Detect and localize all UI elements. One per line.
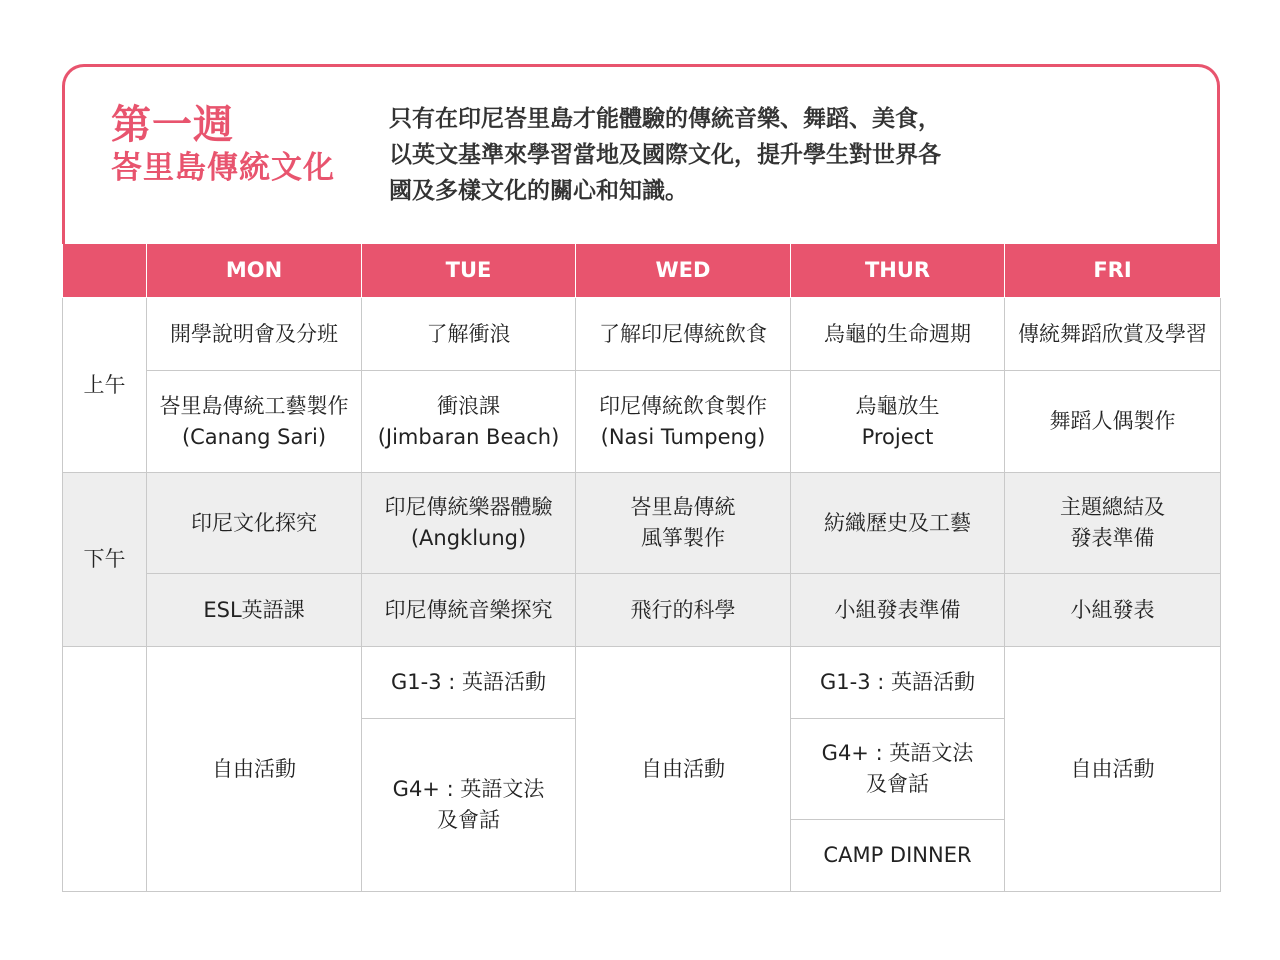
schedule-cell: CAMP DINNER: [791, 820, 1005, 892]
cell-line: G4+ : 英語文法: [821, 741, 974, 765]
cell-line: G4+ : 英語文法: [392, 777, 545, 801]
schedule-cell: [576, 371, 791, 473]
schedule-cell: [362, 371, 576, 473]
cell-line: 烏龜放生: [855, 393, 940, 418]
schedule-cell: 傳統舞蹈欣賞及學習: [1005, 298, 1221, 371]
corner-cell: [63, 244, 147, 298]
schedule-cell: [576, 473, 791, 574]
cell-line: (Jimbaran Beach): [377, 424, 560, 449]
cell-line: 舞蹈人偶製作: [1049, 409, 1176, 433]
day-header-row: [63, 244, 1221, 298]
description-line: 只有在印尼峇里島才能體驗的傳統音樂、舞蹈、美食，: [389, 106, 941, 132]
schedule-cell: ESL英語課: [147, 574, 362, 647]
schedule-cell: 開學說明會及分班: [147, 298, 362, 371]
cell-line: Project: [861, 424, 934, 449]
cell-line: 及會話: [866, 772, 929, 796]
schedule-cell: 飛行的科學: [576, 574, 791, 647]
cell-line: 印尼傳統樂器體驗: [384, 495, 553, 519]
table-row: [63, 371, 1221, 473]
day-header-mon: MON: [147, 244, 362, 298]
description-line: 以英文基準來學習當地及國際文化，提升學生對世界各: [389, 142, 941, 168]
day-header-tue: TUE: [362, 244, 576, 298]
cell-line: 印尼傳統飲食製作: [599, 393, 767, 418]
cell-line: (Nasi Tumpeng): [600, 424, 766, 449]
schedule-cell: 自由活動: [576, 647, 791, 892]
schedule-cell: 小組發表: [1005, 574, 1221, 647]
header-card: [62, 64, 1220, 244]
table-row: [63, 298, 1221, 371]
cell-line: (Angklung): [410, 526, 527, 550]
week-label: 第一週: [111, 102, 234, 148]
schedule-cell: 自由活動: [1005, 647, 1221, 892]
schedule-cell: 烏龜的生命週期: [791, 298, 1005, 371]
week-title: [111, 101, 335, 187]
period-pm: 下午: [63, 473, 147, 647]
theme-label: 峇里島傳統文化: [111, 150, 335, 186]
schedule-cell: 小組發表準備: [791, 574, 1005, 647]
weekly-schedule-table: [62, 244, 1221, 892]
schedule-cell: G1-3 : 英語活動: [362, 647, 576, 719]
schedule-cell: [791, 473, 1005, 574]
schedule-cell: [791, 371, 1005, 473]
cell-line: 發表準備: [1070, 526, 1155, 550]
schedule-cell: G1-3 : 英語活動: [791, 647, 1005, 719]
schedule-cell: [1005, 473, 1221, 574]
schedule-cell: [147, 473, 362, 574]
week-description: [389, 101, 1049, 209]
cell-line: 峇里島傳統工藝製作: [159, 393, 349, 418]
day-header-wed: WED: [576, 244, 791, 298]
schedule-cell: [791, 719, 1005, 820]
period-evening: [63, 647, 147, 892]
cell-line: 紡織歷史及工藝: [824, 510, 971, 535]
schedule-cell: [1005, 371, 1221, 473]
cell-line: 主題總結及: [1060, 495, 1165, 519]
schedule-cell: 了解印尼傳統飲食: [576, 298, 791, 371]
cell-line: 風箏製作: [641, 526, 725, 550]
schedule-cell: [147, 371, 362, 473]
table-row: [63, 647, 1221, 719]
schedule-cell: 了解衝浪: [362, 298, 576, 371]
description-line: 國及多樣文化的關心和知識。: [389, 178, 688, 204]
cell-line: 印尼文化探究: [191, 510, 317, 535]
cell-line: (Canang Sari): [181, 424, 327, 449]
cell-line: 峇里島傳統: [630, 495, 736, 519]
table-row: [63, 473, 1221, 574]
table-row: [63, 574, 1221, 647]
day-header-thur: THUR: [791, 244, 1005, 298]
cell-line: 及會話: [437, 808, 500, 832]
schedule-cell: [362, 473, 576, 574]
schedule-cell: [362, 719, 576, 892]
schedule-cell: 印尼傳統音樂探究: [362, 574, 576, 647]
day-header-fri: FRI: [1005, 244, 1221, 298]
cell-line: 衝浪課: [437, 393, 500, 418]
period-am: 上午: [63, 298, 147, 473]
schedule-cell: 自由活動: [147, 647, 362, 892]
